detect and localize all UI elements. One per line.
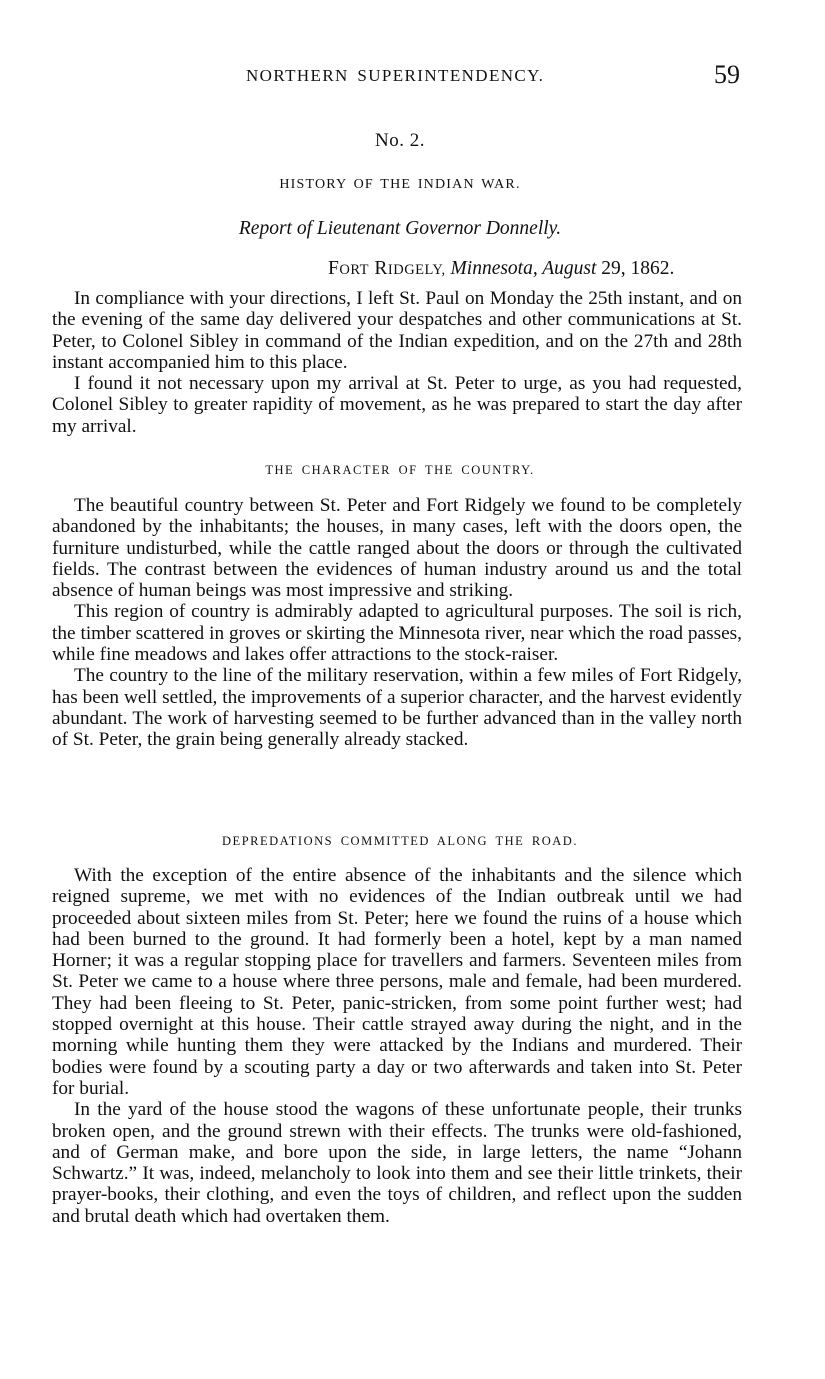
document-number: No. 2. — [375, 130, 425, 151]
paragraph: This region of country is admirably adapted to agricultural purposes. The soil is rich, the timber scattered in groves or skirting the Minnesota river, near which the road passes, while fine meadows and lakes offer attractions to the stock-raiser. — [52, 601, 742, 666]
dateline-day-year: 29, 1862. — [601, 258, 675, 279]
intro-section — [52, 288, 742, 437]
page-number: 59 — [714, 60, 740, 89]
document-subtitle: Report of Lieutenant Governor Donnelly. — [238, 218, 562, 239]
dateline-state-month: Minnesota, August — [450, 258, 597, 279]
dateline-place-initial-1: F — [328, 258, 340, 279]
paragraph: I found it not necessary upon my arrival at St. Peter to urge, as you had requested, Colonel Sibley to greater rapidity of movement, as he was prepared to start the day after my arrival. — [52, 373, 742, 437]
character-section — [52, 495, 742, 751]
dateline-place — [328, 258, 446, 279]
paragraph: With the exception of the entire absence of the inhabitants and the silence which reigned supreme, we met with no evidences of the Indian outbreak until we had proceeded about sixteen miles from St. Peter; here we found the ruins of a house which had been burned to the ground. It had formerly been a hotel, kept by a man named Horner; it was a regular stopping place for travellers and farmers. Seventeen miles from St. Peter we came to a house where three persons, male and female, had been murdered. They had been fleeing to St. Peter, panic-stricken, from some point further west; had stopped overnight at this house. Their cattle strayed away during the night, and in the morning while hunting them they were attacked by the Indians and murdered. Their bodies were found by a scouting party a day or two afterwards and taken into St. Peter for burial. — [52, 865, 742, 1099]
section-heading-depredations: DEPREDATIONS COMMITTED ALONG THE ROAD. — [222, 834, 578, 848]
document-title: HISTORY OF THE INDIAN WAR. — [279, 177, 521, 192]
paragraph: In the yard of the house stood the wagons of these unfortunate people, their trunks broken open, and the ground strewn with their effects. The trunks were old-fashioned, and of German make, and bore upon the side, in large letters, the name “Johann Schwartz.” It was, indeed, melancholy to look into them and see their little trinkets, their prayer-books, their clothing, and even the toys of children, and reflect upon the sudden and brutal death which had overtaken them. — [52, 1099, 742, 1227]
dateline — [328, 258, 674, 280]
dateline-place-rest-2: IDGELY, — [387, 262, 446, 278]
paragraph: The beautiful country between St. Peter and Fort Ridgely we found to be completely abandoned by the inhabitants; the houses, in many cases, left with the doors open, the furniture undisturbed, while the cattle ranged about the doors or through the cultivated fields. The contrast between the evidences of human industry around us and the total absence of human beings was most impressive and striking. — [52, 495, 742, 602]
paragraph: The country to the line of the military reservation, within a few miles of Fort Ridgely, has been well settled, the improvements of a superior character, and the harvest evidently abundant. The work of harvesting seemed to be further advanced than in the valley north of St. Peter, the grain being generally already stacked. — [52, 665, 742, 751]
dateline-place-initial-2: R — [374, 258, 388, 279]
running-head — [0, 60, 825, 96]
section-heading-character: THE CHARACTER OF THE COUNTRY. — [265, 463, 535, 477]
depredations-section — [52, 865, 742, 1227]
dateline-place-rest-1: ORT — [339, 262, 369, 278]
running-title: NORTHERN SUPERINTENDENCY. — [246, 66, 545, 85]
paragraph: In compliance with your directions, I left St. Paul on Monday the 25th instant, and on the evening of the same day delivered your despatches and other communications at St. Peter, to Colonel Sibley in command of the Indian expedition, and on the 27th and 28th instant accompanied him to this place. — [52, 288, 742, 373]
